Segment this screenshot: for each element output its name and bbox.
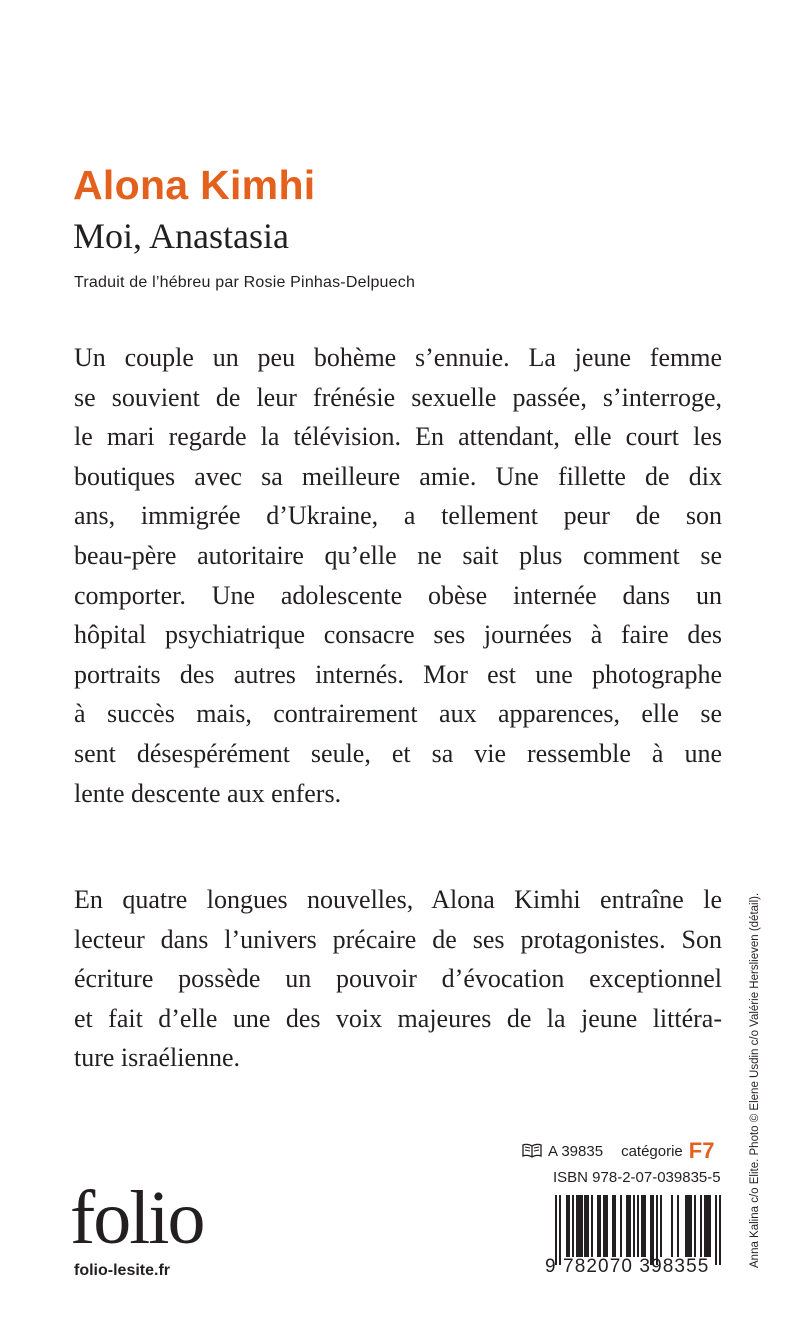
barcode-bar xyxy=(689,1195,691,1257)
blurb-line: comporter. Une adolescente obèse internée dans un xyxy=(74,580,722,610)
folio-logo: folio xyxy=(70,1176,204,1260)
blurb-line: écriture possède un pouvoir d’évocation exceptionnel xyxy=(74,964,722,994)
category-value: F7 xyxy=(688,1138,715,1163)
barcode-bars xyxy=(555,1195,721,1257)
barcode-bar xyxy=(629,1195,631,1257)
blurb-line: En quatre longues nouvelles, Alona Kimhi entraîne le xyxy=(74,885,722,914)
barcode-bar xyxy=(637,1195,639,1257)
catalog-code: A 39835 xyxy=(548,1142,604,1160)
blurb-line: se souvient de leur frénésie sexuelle passée, s’interroge, xyxy=(74,382,722,412)
blurb-line: le mari regarde la télévision. En attendant, elle court les xyxy=(74,422,722,452)
blurb-line: hôpital psychiatrique consacre ses journées à faire des xyxy=(74,620,722,650)
barcode-bar xyxy=(580,1195,582,1257)
blurb-line: ture israélienne. xyxy=(74,1043,241,1073)
barcode-bar xyxy=(671,1195,673,1257)
blurb-line: à succès mais, contrairement aux apparences, elle se xyxy=(74,699,722,729)
blurb-line: boutiques avec sa meilleure amie. Une fillette de dix xyxy=(74,461,722,491)
open-book-icon xyxy=(522,1143,542,1159)
barcode-bar xyxy=(614,1195,616,1257)
blurb-line: portraits des autres internés. Mor est une photographe xyxy=(74,659,722,689)
blurb-line: beau-père autoritaire qu’elle ne sait plus comment se xyxy=(74,540,722,570)
barcode-bar xyxy=(599,1195,601,1257)
blurb-paragraph-2 xyxy=(74,880,722,1078)
barcode-bar xyxy=(700,1195,702,1257)
blurb-line: lente descente aux enfers. xyxy=(74,778,342,808)
blurb-line: sent désespérément seule, et sa vie ressemble à une xyxy=(74,738,722,768)
barcode xyxy=(545,1195,723,1285)
barcode-bar xyxy=(677,1195,679,1257)
barcode-bar xyxy=(620,1195,622,1257)
barcode-bar xyxy=(572,1195,574,1257)
barcode-bar xyxy=(591,1195,593,1257)
translator-credit: Traduit de l’hébreu par Rosie Pinhas-Delpuech xyxy=(74,274,416,291)
photo-credit: Anna Kalina c/o Elite. Photo © Elene Usdin c/o Valérie Herslieven (détail). xyxy=(749,892,761,1268)
blurb-line: Un couple un peu bohème s’ennuie. La jeune femme xyxy=(74,343,722,372)
blurb-line: lecteur dans l’univers précaire de ses protagonistes. Son xyxy=(74,924,722,954)
barcode-bar xyxy=(633,1195,635,1257)
category-label: catégorie xyxy=(621,1142,683,1160)
publisher-website: folio-lesite.fr xyxy=(74,1262,171,1279)
catalog-code-row xyxy=(522,1138,714,1164)
isbn-number: ISBN 978-2-07-039835-5 xyxy=(553,1169,721,1186)
author-name: Alona Kimhi xyxy=(73,162,316,208)
blurb-line: et fait d’elle une des voix majeures de la jeune littéra- xyxy=(74,1003,722,1033)
book-title: Moi, Anastasia xyxy=(73,216,289,256)
blurb-line: ans, immigrée d’Ukraine, a tellement peur de son xyxy=(74,501,722,531)
barcode-bar xyxy=(708,1195,710,1257)
barcode-bar xyxy=(660,1195,662,1257)
barcode-digits: 9 782070 398355 xyxy=(545,1256,710,1277)
barcode-bar xyxy=(643,1195,645,1257)
blurb-paragraph-1 xyxy=(74,338,722,813)
barcode-bar xyxy=(587,1195,589,1257)
barcode-bar xyxy=(605,1195,607,1257)
barcode-bar xyxy=(568,1195,570,1257)
barcode-bar xyxy=(694,1195,696,1257)
